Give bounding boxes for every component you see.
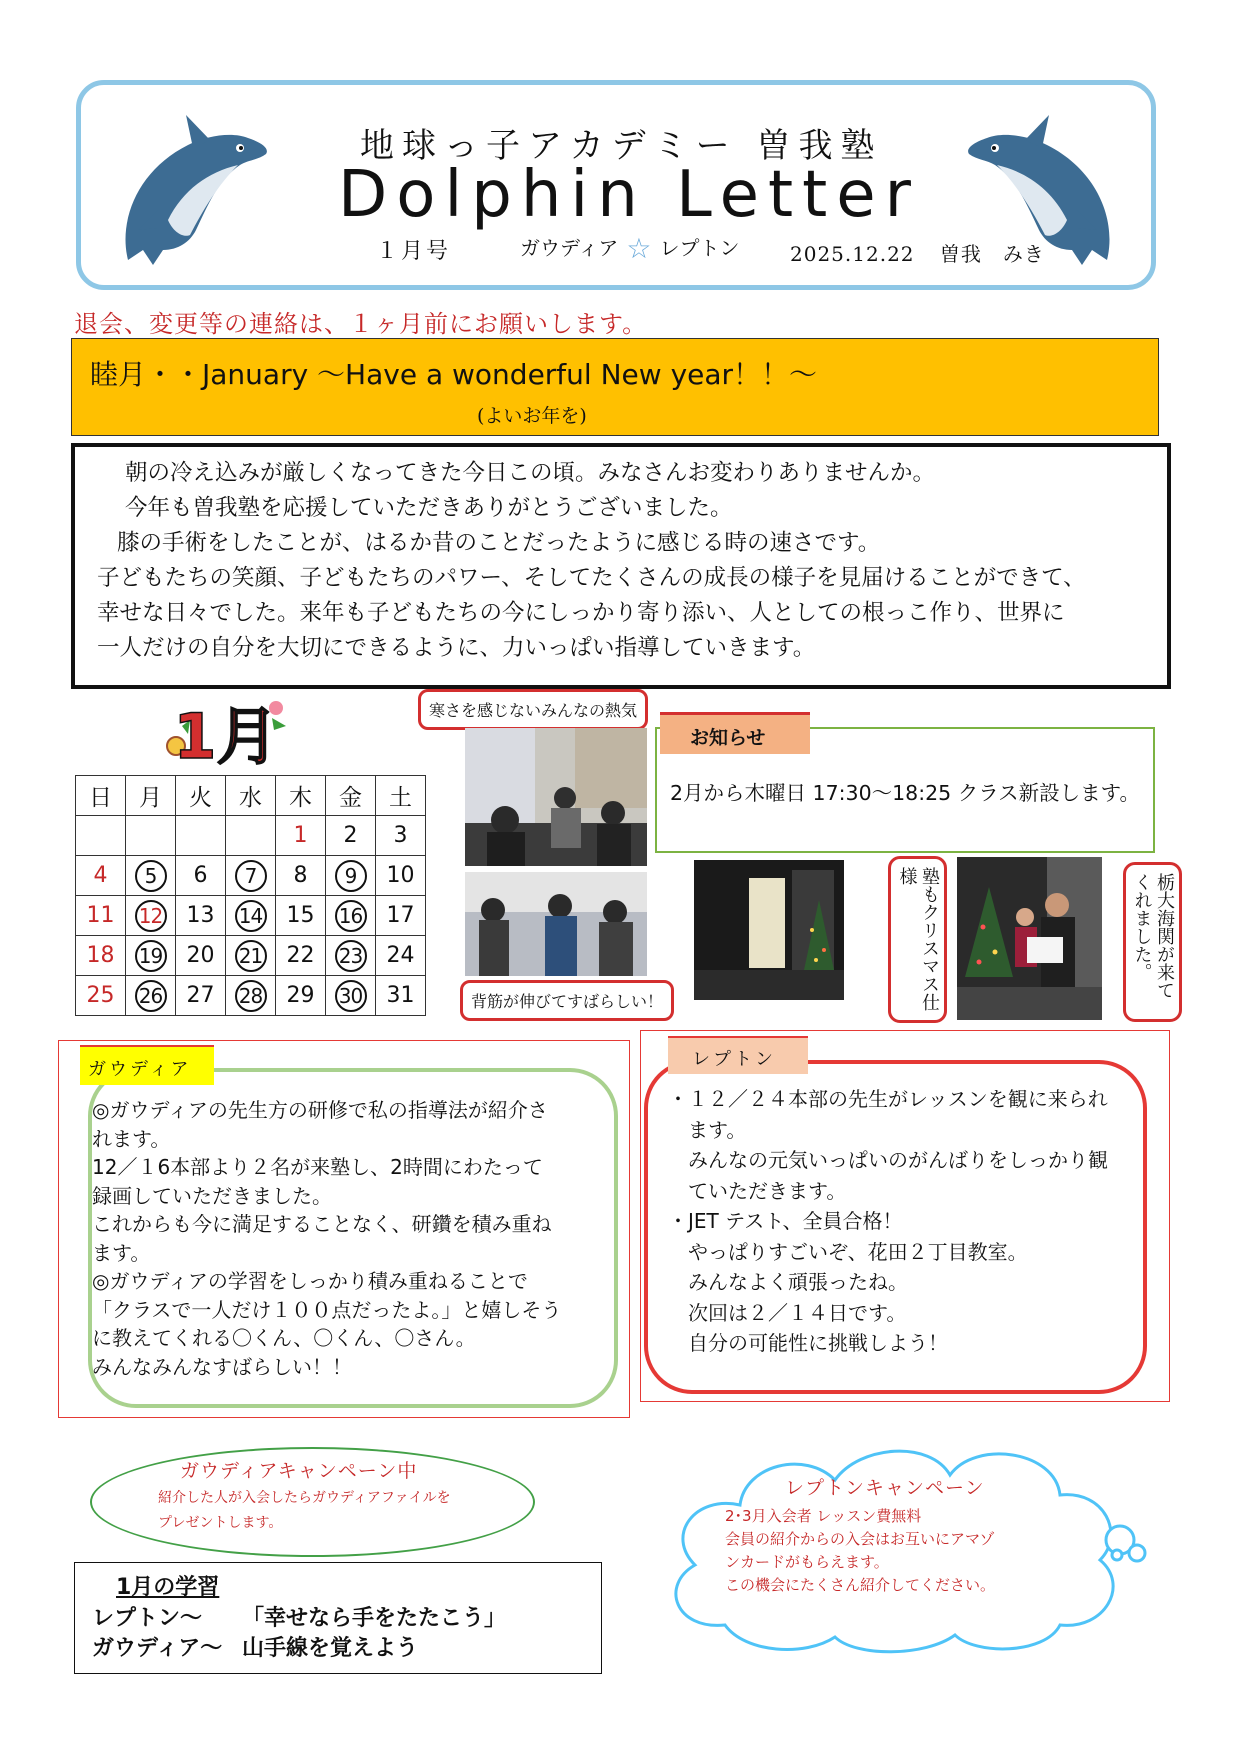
gaudia-line: みんなみんなすばらしい！！ — [92, 1354, 352, 1379]
calendar-weekday: 月 — [126, 776, 176, 816]
calendar-day-number: 1 — [293, 823, 308, 848]
issue-label: １月号 — [376, 239, 452, 264]
calendar-day — [376, 936, 426, 976]
calendar-day-circled: 21 — [235, 940, 267, 972]
study-row-label: ガウディア～ — [92, 1636, 223, 1661]
issue-date: 2025.12.22 — [790, 242, 915, 266]
calendar-day-circled: 7 — [235, 860, 267, 892]
calendar-day — [126, 816, 176, 856]
christmas-entrance-photo — [694, 860, 844, 1000]
calendar-day — [326, 976, 376, 1016]
calendar-week-row — [76, 976, 426, 1016]
calendar-table — [75, 775, 426, 1016]
calendar-day-number: 10 — [386, 863, 415, 888]
author-name: 曽我 みき — [939, 242, 1045, 266]
calendar-weekday: 土 — [376, 776, 426, 816]
calendar-day — [76, 896, 126, 936]
photo-caption-christmas: 塾もクリスマス仕様 — [888, 856, 947, 1023]
calendar-day — [326, 816, 376, 856]
calendar-day-number: 15 — [286, 903, 315, 928]
gaudia-campaign-desc — [158, 1486, 451, 1536]
program-a: ガウディア — [520, 236, 619, 260]
calendar-day — [226, 816, 276, 856]
calendar-day-circled: 14 — [235, 900, 267, 932]
gaudia-line: に教えてくれる〇くん、〇くん、〇さん。 — [92, 1326, 476, 1350]
lepton-line: ・JET テスト、全員合格！ — [668, 1209, 903, 1233]
gaudia-line: これからも今に満足することなく、研鑽を積み重ね — [92, 1212, 552, 1236]
calendar-day — [176, 936, 226, 976]
lepton-label-tab — [668, 1036, 808, 1074]
calendar-day — [76, 976, 126, 1016]
greeting-line: 子どもたちの笑顔、子どもたちのパワー、そしてたくさんの成長の様子を見届けることができて、 — [97, 565, 1086, 591]
study-row-gaudia — [92, 1631, 418, 1662]
calendar-day-number: 11 — [86, 903, 115, 928]
calendar-week-row — [76, 856, 426, 896]
gaudia-line: 録画していただきました。 — [92, 1183, 332, 1208]
greeting-box — [71, 443, 1171, 689]
lepton-label: レプトン — [692, 1049, 776, 1070]
calendar-day — [76, 816, 126, 856]
calendar-week-row — [76, 896, 426, 936]
calendar-day-circled: 12 — [135, 900, 167, 932]
photo-caption-bottom: 背筋が伸びてすばらしい！ — [460, 980, 674, 1021]
lepton-campaign-desc — [725, 1505, 995, 1597]
lepton-text — [668, 1084, 1148, 1359]
calendar-day — [326, 856, 376, 896]
lepton-line: ていただきます。 — [688, 1178, 847, 1203]
calendar-day — [376, 856, 426, 896]
photo-caption-top: 寒さを感じないみんなの熱気 — [418, 689, 648, 730]
calendar-weekday: 日 — [76, 776, 126, 816]
greeting-line: 朝の冷え込みが厳しくなってきた今日この頃。みなさんお変わりありませんか。 — [125, 460, 936, 486]
gaudia-line: ◎ガウディアの先生方の研修で私の指導法が紹介さ — [92, 1098, 548, 1122]
gaudia-line: れます。 — [92, 1126, 171, 1151]
calendar-day-circled: 28 — [235, 980, 267, 1012]
program-names — [520, 232, 740, 265]
calendar-day-number: 2 — [343, 823, 358, 848]
calendar-day-number: 6 — [193, 863, 208, 888]
calendar-day — [276, 816, 326, 856]
calendar-day-number: 25 — [86, 983, 115, 1008]
calendar-weekday: 水 — [226, 776, 276, 816]
lepton-line: 次回は２／１４日です。 — [688, 1300, 907, 1325]
calendar-day — [126, 896, 176, 936]
calendar-day-circled: 19 — [135, 940, 167, 972]
calendar-day-number: 22 — [286, 943, 315, 968]
month-banner — [71, 338, 1159, 436]
study-row-value: 山手線を覚えよう — [242, 1636, 419, 1661]
calendar-day — [376, 816, 426, 856]
calendar-day-circled: 26 — [135, 980, 167, 1012]
calendar-week-row — [76, 936, 426, 976]
calendar-day — [276, 976, 326, 1016]
greeting-line: 今年も曽我塾を応援していただきありがとうございました。 — [125, 495, 733, 521]
calendar-day — [276, 936, 326, 976]
classroom-photo-2 — [465, 872, 647, 976]
program-b: レプトン — [659, 236, 740, 260]
study-row-lepton — [92, 1601, 506, 1632]
lepton-campaign-line: この機会にたくさん紹介してください。 — [725, 1576, 996, 1594]
gaudia-label: ガウディア — [88, 1059, 192, 1080]
calendar-day — [276, 896, 326, 936]
calendar-day-number: 31 — [386, 983, 415, 1008]
calendar-day — [326, 896, 376, 936]
calendar-day-circled: 23 — [335, 940, 367, 972]
calendar-day-number: 18 — [86, 943, 115, 968]
lepton-campaign-line: 2･3月入会者 レッスン費無料 — [725, 1507, 922, 1525]
lepton-campaign-line: 会員の紹介からの入会はお互いにアマゾ — [725, 1530, 995, 1548]
info-text: 2月から木曜日 17:30～18:25 クラス新設します。 — [670, 781, 1140, 805]
calendar-week-row — [76, 816, 426, 856]
calendar-title-art — [164, 696, 294, 766]
calendar-day — [376, 976, 426, 1016]
calendar-day — [126, 976, 176, 1016]
gaudia-line: ます。 — [92, 1240, 151, 1265]
info-label-tab — [660, 712, 810, 754]
calendar-day — [226, 856, 276, 896]
study-row-value: 「幸せなら手をたたこう」 — [242, 1606, 507, 1631]
gaudia-campaign-title: ガウディアキャンペーン中 — [180, 1460, 418, 1482]
date-author — [790, 238, 1045, 267]
banner-main: 睦月・・January ～Have a wonderful New year！！～ — [90, 358, 818, 391]
study-row-label: レプトン～ — [92, 1606, 203, 1631]
calendar-day-number: 17 — [386, 903, 415, 928]
greeting-line: 一人だけの自分を大切にできるように、力いっぱい指導していきます。 — [97, 635, 816, 661]
calendar-weekday-row — [76, 776, 426, 816]
school-name: 地球っ子アカデミー 曽我塾 — [360, 126, 883, 166]
calendar-title: 1月 — [173, 700, 279, 766]
calendar-day-circled: 9 — [335, 860, 367, 892]
calendar-weekday: 金 — [326, 776, 376, 816]
calendar-day — [176, 816, 226, 856]
star-icon: ☆ — [626, 232, 652, 265]
lepton-line: 自分の可能性に挑戦しよう！ — [688, 1331, 948, 1355]
calendar-day-circled: 30 — [335, 980, 367, 1012]
calendar-day — [176, 896, 226, 936]
calendar-day — [176, 976, 226, 1016]
calendar-day-number: 20 — [186, 943, 215, 968]
calendar-day-circled: 16 — [335, 900, 367, 932]
calendar-day-number: 24 — [386, 943, 415, 968]
calendar-day — [326, 936, 376, 976]
lepton-line: ・１２／２４本部の先生がレッスンを観に来られ — [668, 1087, 1108, 1111]
calendar-day — [376, 896, 426, 936]
calendar-day — [226, 896, 276, 936]
calendar-day — [226, 976, 276, 1016]
calendar-day — [276, 856, 326, 896]
calendar-weekday: 火 — [176, 776, 226, 816]
lepton-line: ます。 — [688, 1117, 747, 1142]
lepton-campaign-title: レプトンキャンペーン — [785, 1477, 985, 1499]
calendar-day — [226, 936, 276, 976]
newsletter-title: Dolphin Letter — [338, 158, 920, 232]
lepton-line: みんなよく頑張ったね。 — [688, 1270, 908, 1294]
photo-caption-visitor: 栃大海関が来てくれました。 — [1123, 862, 1182, 1022]
info-label: お知らせ — [690, 727, 766, 749]
gaudia-line: 「クラスで一人だけ１００点だったよ。」と嬉しそう — [92, 1297, 562, 1322]
greeting-line: 幸せな日々でした。来年も子どもたちの今にしっかり寄り添い、人としての根っこ作り、世界に — [97, 600, 1065, 626]
calendar-day — [76, 856, 126, 896]
gaudia-line: 12／１6本部より２名が来塾し、2時間にわたって — [92, 1155, 543, 1179]
dolphin-left-icon — [98, 110, 273, 280]
calendar-day-circled: 5 — [135, 860, 167, 892]
calendar-day-number: 4 — [93, 863, 108, 888]
gaudia-text — [92, 1096, 612, 1381]
calendar-weekday: 木 — [276, 776, 326, 816]
calendar-day — [176, 856, 226, 896]
calendar-day-number: 27 — [186, 983, 215, 1008]
calendar-day — [126, 856, 176, 896]
lepton-line: やっぱりすごいぞ、花田２丁目教室。 — [688, 1239, 1028, 1264]
calendar-day — [126, 936, 176, 976]
gaudia-campaign-line: 紹介した人が入会したらガウディアファイルを — [158, 1490, 451, 1506]
gaudia-label-tab — [80, 1045, 214, 1085]
greeting-line: 膝の手術をしたことが、はるか昔のことだったように感じる時の速さです。 — [117, 530, 881, 556]
gaudia-line: ◎ガウディアの学習をしっかり積み重ねることで — [92, 1269, 528, 1293]
lepton-campaign-line: ンカードがもらえます。 — [725, 1553, 889, 1571]
classroom-photo-1 — [465, 728, 647, 866]
calendar-day-number: 13 — [186, 903, 215, 928]
banner-sub: (よいお年を) — [477, 405, 587, 427]
study-title: 1月の学習 — [116, 1575, 220, 1600]
calendar-day-number: 29 — [286, 983, 315, 1008]
visitor-photo — [957, 857, 1102, 1020]
calendar-day-number: 8 — [293, 863, 308, 888]
lepton-line: みんなの元気いっぱいのがんばりをしっかり観 — [688, 1148, 1108, 1172]
gaudia-campaign-line: プレゼントします。 — [158, 1515, 283, 1531]
notice-text: 退会、変更等の連絡は、１ヶ月前にお願いします。 — [74, 310, 648, 338]
calendar-day — [76, 936, 126, 976]
calendar-day-number: 3 — [393, 823, 408, 848]
